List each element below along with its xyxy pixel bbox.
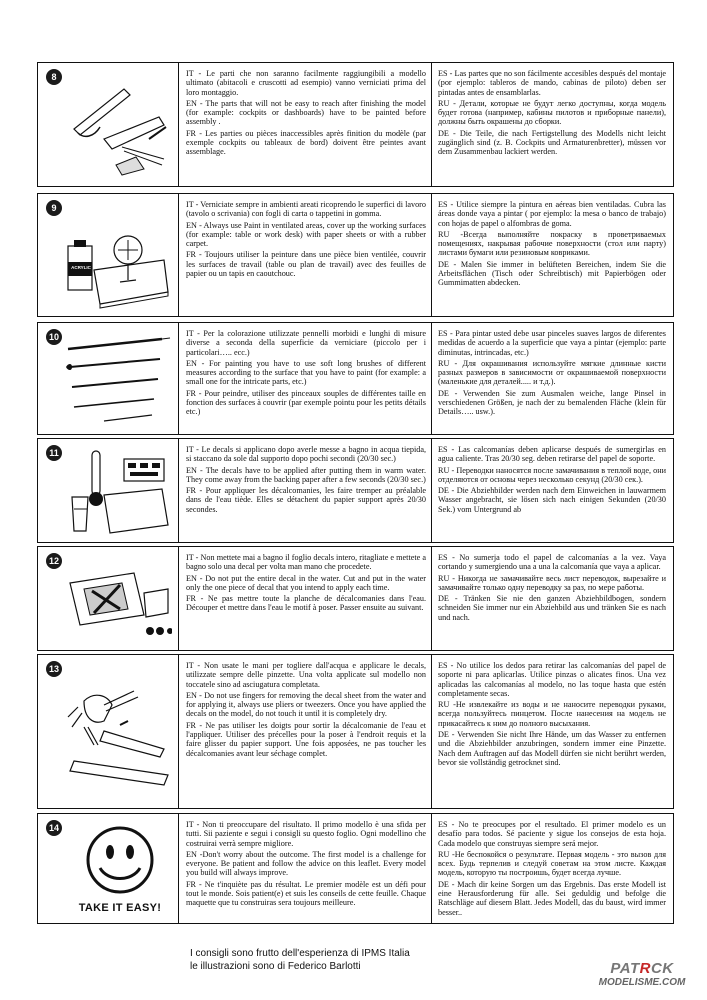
text-ru: RU - Никогда не замачивайте весь лист переводок, вырезайте и замачивайте только одну переводку за раз, по мере работы. [438, 573, 666, 592]
text-es: ES - Utilice siempre la pintura en aéreas bien ventiladas. Cubra las áreas donde vaya a pintar ( por ejemplo: la mesa o banco de trabajo) con hojas de papel o alfombras de goma. [438, 200, 666, 228]
step-number: 9 [46, 200, 62, 216]
text-ru: RU - Для окрашивания используйте мягкие длинные кисти разных размеров в зависимости от окрашиваемой поверхности (маленькие для деталей..... и т.д.). [438, 358, 666, 387]
text-fr: FR - Ne t'inquiète pas du résultat. Le premier modèle est un défi pour tout le monde. Sois patient(e) et suis les conseils de cette feuille. Chaque maquette que tu construiras sera toujours meilleure. [186, 879, 426, 908]
text-en: EN - Always use Paint in ventilated areas, cover up the working surfaces (for example: table or work desk) with paper sheets or with a rubber carpet. [186, 220, 426, 249]
credits-line-1: I consigli sono frutto dell'esperienza di IPMS Italia [190, 948, 410, 959]
text-ru: RU - Детали, которые не будут легко доступны, когда модель будет готова (например, кабины пилотов и приборные панели), должны быть окрашены до сборки. [438, 98, 666, 127]
step-11 [37, 438, 674, 543]
step-number: 14 [46, 820, 62, 836]
text-it: IT - Verniciate sempre in ambienti areati ricoprendo le superfici di lavoro (tavolo o scrivania) con fogli di carta o tappetini in gomma. [186, 200, 426, 219]
text-it: IT - Le decals si applicano dopo averle messe a bagno in acqua tiepida, si staccano da sole dal supporto dopo pochi secondi (20/30 sec.) [186, 445, 426, 464]
text-es: ES - Las partes que no son fácilmente accesibles después del montaje (por ejemplo: tableros de mando, cabinas de piloto) deben ser pintadas antes de ensamblarlas. [438, 69, 666, 97]
smiley-icon [64, 820, 172, 900]
logo-text-a: PAT [610, 960, 640, 977]
text-en: EN - The decals have to be applied after putting them in warm water. They come away from the backing paper after a few seconds (20/30 sec.) [186, 465, 426, 484]
cut-single-decal-illustration [64, 553, 172, 648]
step-10 [37, 322, 674, 435]
text-fr: FR - Pour appliquer les décalcomanies, les faire tremper au préalable dans de l'eau tiède. Elles se détachent du papier support après 20/30 secondes. [186, 486, 426, 514]
brushes-illustration [64, 329, 172, 429]
text-en: EN -Don't worry about the outcome. The first model is a challenge for everyone. Be patient and follow the advice on this leaflet. Every model you build will always improve. [186, 849, 426, 878]
watermark-logo [592, 960, 692, 988]
step-number: 11 [46, 445, 62, 461]
text-de: DE - Verwenden Sie nicht Ihre Hände, um das Wasser zu entfernen und die Abziehbilder anzubringen, sondern immer eine Pinzette. Nach dem Auftragen auf das Modell dürfen sie nicht berührt werden, bevor sie vollständig getrocknet sind. [438, 730, 666, 767]
text-fr: FR - Ne pas mettre toute la planche de décalcomanies dans l'eau. Découper et mettre dans l'eau le motif à poser. Passer ensuite au suivant. [186, 594, 426, 613]
step-number: 12 [46, 553, 62, 569]
step-number: 8 [46, 69, 62, 85]
text-de: DE - Die Teile, die nach Fertigstellung des Modells nicht leicht zugänglich sind (z. B. Cockpits und Armaturenbretter), müssen vor dem Zusammenbau lackiert werden. [438, 128, 666, 157]
step-number: 13 [46, 661, 62, 677]
text-fr: FR - Pour peindre, utiliser des pinceaux souples de différentes taille en fonction des surfaces à couvrir (par exemple pointu pour les petits détails etc.) [186, 388, 426, 417]
acrylic-label: ACRYLIC [71, 265, 91, 270]
step-8 [37, 62, 674, 187]
step-14 [37, 813, 674, 924]
logo-site: MODELISME.COM [598, 977, 686, 988]
credits [190, 947, 410, 973]
text-ru: RU - Переводки наносятся после замачивания в теплой воде, они отделяются от основы через несколько секунд (20/30 сек.). [438, 465, 666, 484]
text-es: ES - Para pintar usted debe usar pinceles suaves largos de diferentes medidas de acuerdo a la superficie que vaya a pintar (ejemplo: parte diminutas, intrincadas, etc.) [438, 329, 666, 357]
text-en: EN - For painting you have to use soft long brushes of different measures according to the surface that you have to paint (for example: a small one for the intricate parts, etc.) [186, 358, 426, 387]
text-ru: RU -Не беспокойся о результате. Первая модель - это вызов для всех. Будь терпелив и следуй советам на этом листе. Каждая модель, которую ты построишь, будет всегда лучше. [438, 849, 666, 878]
text-it: IT - Le parti che non saranno facilmente raggiungibili a modello ultimato (abitacoli e cruscotti ad esempio) vanno verniciati prima del loro montaggio. [186, 69, 426, 97]
text-it: IT - Non usate le mani per togliere dall'acqua e applicare le decals, utilizzate sempre delle pinzette. Una volta applicate sul modello non toccatele sino ad asciugatura completata. [186, 661, 426, 689]
step-13 [37, 654, 674, 809]
logo-text-b: R [639, 960, 651, 977]
logo-text-c: CK [650, 960, 674, 977]
text-es: ES - No utilice los dedos para retirar las calcomanías del papel de soporte ni para aplicarlas. Utilice pinzas o alicates finos. Una vez aplicadas las calcomanías al modelo, no las toque hasta que estén completamente secas. [438, 661, 666, 698]
painting-parts-illustration [64, 69, 172, 179]
tweezers-illustration [64, 661, 172, 801]
text-fr: FR - Toujours utiliser la peinture dans une pièce bien ventilée, couvrir les surfaces de travail (table ou plan de travail) avec des feuilles de papier ou un tapis en caoutchouc. [186, 250, 426, 279]
text-ru: RU -Всегда выполняйте покраску в проветриваемых помещениях, накрывая рабочие поверхности (стол или парту) листами бумаги или резиновым ковриками. [438, 229, 666, 258]
text-es: ES - Las calcomanías deben aplicarse después de sumergirlas en agua caliente. Tras 20/30 seg. deben retirarse del papel de soporte. [438, 445, 666, 464]
take-it-easy-slogan: TAKE IT EASY! [78, 902, 162, 914]
text-de: DE - Die Abziehbilder werden nach dem Einweichen in lauwarmem Wasser angebracht, sie lösen sich nach einigen Sekunden (20/30 Sek.) vom Untergrund ab [438, 486, 666, 514]
credits-line-2: le illustrazioni sono di Federico Barlotti [190, 961, 361, 972]
text-de: DE - Tränken Sie nie den ganzen Abziehbildbogen, sondern schneiden Sie immer nur ein Abziehbild aus und tränken Sie es nach und nach. [438, 594, 666, 622]
text-ru: RU -Не извлекайте из воды и не наносите переводки руками, всегда пользуйтесь пинцетом. После нанесения на модель не прикасайтесь к ним до полного высыхания. [438, 700, 666, 728]
text-fr: FR - Ne pas utiliser les doigts pour sortir la décalcomanie de l'eau et l'appliquer. Utiliser des précelles pour la poser à l'endroit requis et la faire glisser du papier support. Une fois apposées, ne pas toucher les décalcomanies avant leur séchage complet. [186, 720, 426, 758]
step-9 [37, 193, 674, 317]
text-en: EN - Do not put the entire decal in the water. Cut and put in the water only the one piece of decal that you intend to apply each time. [186, 573, 426, 592]
text-en: EN - The parts that will not be easy to reach after finishing the model (for example: cockpits or dashboards) have to be painted before assembly . [186, 98, 426, 127]
text-es: ES - No sumerja todo el papel de calcomanías a la vez. Vaya cortando y sumergiendo una a una la calcomanía que vaya a aplicar. [438, 553, 666, 572]
warm-water-decals-illustration [64, 445, 172, 540]
text-it: IT - Non ti preoccupare del risultato. Il primo modello è una sfida per tutti. Sii paziente e segui i consigli su questo foglio. Ogni modellino che costruirai verrà sempre migliore. [186, 820, 426, 848]
text-de: DE - Mach dir keine Sorgen um das Ergebnis. Das erste Modell ist eine Herausforderung für alle. Sei geduldig und befolge die Ratschläge auf diesem Blatt. Jedes Modell, das du baust, wird immer besser.. [438, 879, 666, 917]
step-12 [37, 546, 674, 651]
text-en: EN - Do not use fingers for removing the decal sheet from the water and for applying it, always use pliers or tweezers. Once you have applied the decals on the model, do not touch it until it is completely dry. [186, 690, 426, 719]
text-it: IT - Non mettete mai a bagno il foglio decals intero, ritagliate e mettete a bagno solo una decal per volta man mano che procedete. [186, 553, 426, 572]
text-fr: FR - Les parties ou pièces inaccessibles après finition du modèle (par exemple cockpits ou tableaux de bord) doivent être peintes avant assemblage. [186, 128, 426, 157]
text-it: IT - Per la colorazione utilizzate pennelli morbidi e lunghi di misure diverse a seconda della superficie da verniciare (piccolo per i particolari….. ecc.) [186, 329, 426, 357]
step-number: 10 [46, 329, 62, 345]
ventilated-workspace-illustration [64, 200, 172, 310]
text-de: DE - Verwenden Sie zum Ausmalen weiche, lange Pinsel in verschiedenen Größen, je nach der zu bemalenden Fläche (klein für Details….. usw.). [438, 388, 666, 417]
text-de: DE - Malen Sie immer in belüfteten Bereichen, indem Sie die Arbeitsflächen (Tisch oder Schreibtisch) mit Papierbögen oder Gummimatten abdecken. [438, 259, 666, 288]
text-es: ES - No te preocupes por el resultado. El primer modelo es un desafío para todos. Sé paciente y sigue los consejos de esta hoja. Cada modelo que construyas siempre será mejor. [438, 820, 666, 848]
